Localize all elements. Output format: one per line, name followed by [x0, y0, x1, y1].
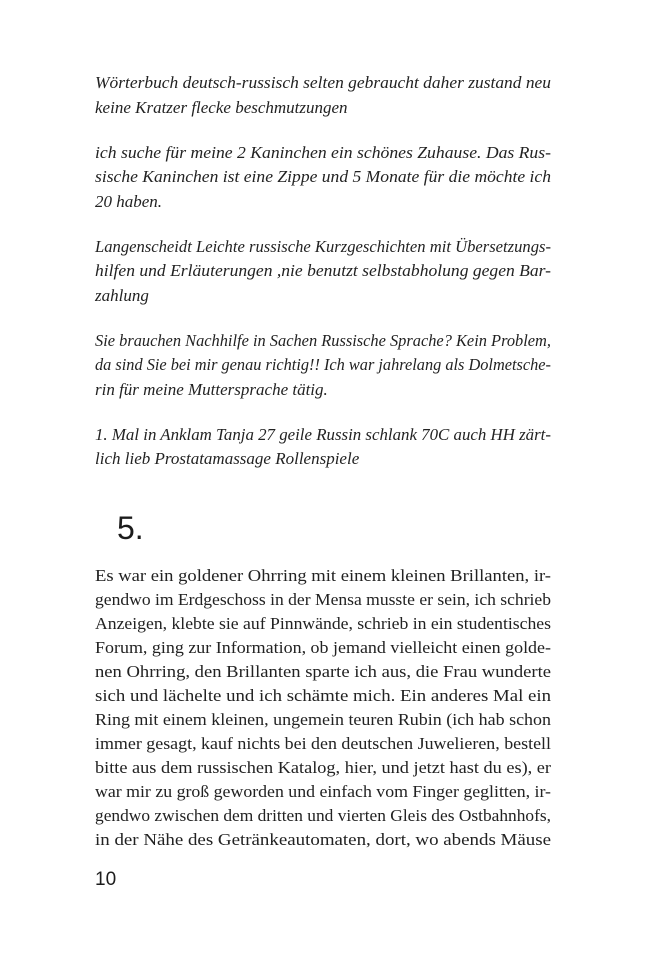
- body-line-text: Es war ein goldener Ohrring mit einem kleinen Brillanten, ir-: [95, 565, 551, 585]
- text-column: [95, 71, 551, 852]
- ad-line-text: Wörterbuch deutsch-russisch selten gebraucht daher zustand neu: [95, 73, 551, 92]
- body-line: [95, 612, 551, 636]
- ad-line: [95, 141, 551, 166]
- ad-line-text: 1. Mal in Anklam Tanja 27 geile Russin schlank 70C auch HH zärt-: [95, 424, 551, 444]
- ad-line-text: Langenscheidt Leichte russische Kurzgeschichten mit Übersetzungs-: [95, 236, 551, 256]
- ad-line: [95, 329, 551, 354]
- ad-paragraph: [95, 71, 551, 120]
- ad-line-text: Sie brauchen Nachhilfe in Sachen Russische Sprache? Kein Problem,: [95, 330, 551, 350]
- ad-paragraph: [95, 141, 551, 215]
- body-line-text: gendwo im Erdgeschoss in der Mensa musste er sein, ich schrieb: [95, 589, 551, 609]
- body-line: [95, 564, 551, 588]
- body-line: [95, 804, 551, 828]
- body-line-text: sich und lächelte und ich schämte mich. Ein anderes Mal ein: [95, 685, 551, 705]
- body-line: [95, 660, 551, 684]
- ad-line: [95, 447, 551, 472]
- ad-line: [95, 378, 551, 403]
- ad-line-text: rin für meine Muttersprache tätig.: [95, 379, 328, 399]
- ad-line: [95, 165, 551, 190]
- ad-line-text: ich suche für meine 2 Kaninchen ein schönes Zuhause. Das Rus-: [95, 142, 551, 162]
- page-number: 10: [95, 869, 117, 890]
- ad-line: [95, 71, 551, 96]
- body-paragraph: [95, 564, 551, 852]
- ad-line: [95, 259, 551, 284]
- ad-line-text: da sind Sie bei mir genau richtig!! Ich war jahrelang als Dolmetsche-: [95, 355, 551, 374]
- ad-line-text: keine Kratzer flecke beschmutzungen: [95, 97, 348, 117]
- ad-line-text: hilfen und Erläuterungen ,nie benutzt selbstabholung gegen Bar-: [95, 261, 551, 280]
- body-line: [95, 708, 551, 732]
- ad-paragraph: [95, 423, 551, 472]
- ad-line-text: 20 haben.: [95, 191, 163, 211]
- ad-paragraph: [95, 235, 551, 309]
- body-line: [95, 684, 551, 708]
- body-line-text: Anzeigen, klebte sie auf Pinnwände, schrieb in ein studentisches: [95, 613, 551, 633]
- ad-line-text: sische Kaninchen ist eine Zippe und 5 Monate für die möchte ich: [95, 167, 551, 186]
- section-heading: 5.: [117, 509, 144, 546]
- body-line: [95, 588, 551, 612]
- ad-line: [95, 284, 551, 309]
- body-line-text: in der Nähe des Getränkeautomaten, dort, wo abends Mäuse: [95, 829, 551, 849]
- ad-line: [95, 96, 551, 121]
- body-line: [95, 756, 551, 780]
- body-line-text: bitte aus dem russischen Katalog, hier, und jetzt hast du es), er: [95, 757, 551, 777]
- body-line-text: war mir zu groß geworden und einfach vom Finger geglitten, ir-: [95, 781, 551, 801]
- ad-line: [95, 423, 551, 448]
- ad-line-text: lich lieb Prostatamassage Rollenspiele: [95, 449, 360, 468]
- body-line-text: immer gesagt, kauf nichts bei den deutschen Juwelieren, bestell: [95, 733, 551, 753]
- body-line: [95, 780, 551, 804]
- body-line: [95, 636, 551, 660]
- ad-line: [95, 353, 551, 378]
- ad-line-text: zahlung: [95, 285, 149, 305]
- body-line-text: Ring mit einem kleinen, ungemein teuren Rubin (ich hab schon: [95, 709, 551, 729]
- body-line: [95, 732, 551, 756]
- classified-ads-block: [95, 71, 551, 472]
- ad-paragraph: [95, 329, 551, 403]
- ad-line: [95, 190, 551, 215]
- body-line: [95, 828, 551, 852]
- body-line-text: gendwo zwischen dem dritten und vierten Gleis des Ostbahnhofs,: [95, 805, 551, 825]
- body-line-text: nen Ohrring, den Brillanten sparte ich aus, die Frau wunderte: [95, 661, 551, 681]
- ad-line: [95, 235, 551, 260]
- body-line-text: Forum, ging zur Information, ob jemand vielleicht einen golde-: [95, 637, 551, 657]
